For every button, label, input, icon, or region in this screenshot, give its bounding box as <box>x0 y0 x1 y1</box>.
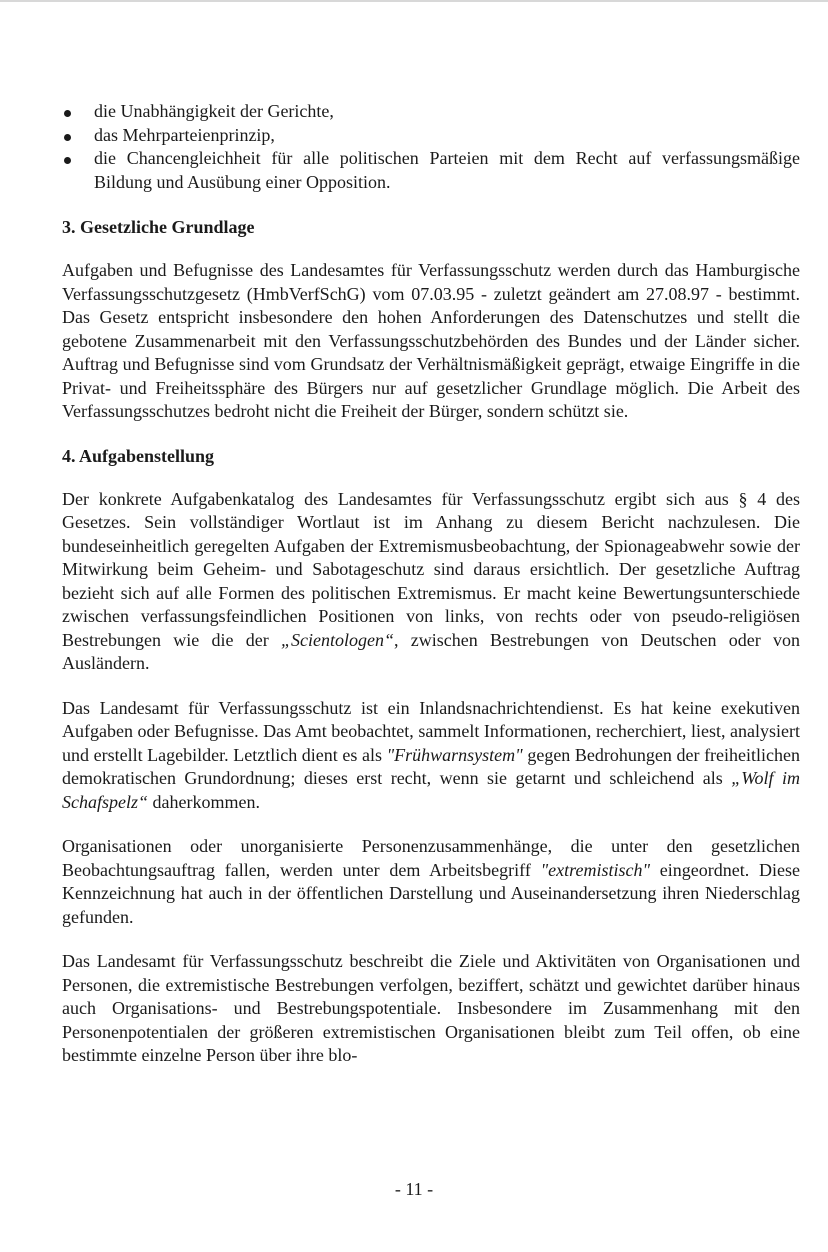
bullet-item: das Mehrparteienprinzip, <box>62 124 800 148</box>
document-page <box>62 100 800 1068</box>
paragraph: Das Landesamt für Verfassungsschutz ist ein Inlandsnachrichtendienst. Es hat keine exekutiven Aufgaben oder Befugnisse. Das Amt beobachtet, sammelt Informationen, recherchiert, liest, analysiert und erstellt Lagebilder. Letztlich dient es als "Frühwarnsystem" gegen Bedrohungen der freiheitlichen demokratischen Grundordnung; dieses erst recht, wenn sie getarnt und schleichend als „Wolf im Schafspelz“ daherkommen. <box>62 697 801 812</box>
bullet-dot-icon <box>64 134 71 141</box>
paragraph: Aufgaben und Befugnisse des Landesamtes für Verfassungsschutz werden durch das Hamburgische Verfassungsschutzgesetz (HmbVerfSchG) vom 07.03.95 - zuletzt geändert am 27.08.97 - bestimmt. Das Gesetz entspricht insbesondere den hohen Anforderungen des Datenschutzes und stellt die gebotene Zusammenarbeit mit den Verfassungsschutzbehörden des Bundes und der Länder sicher. Auftrag und Befugnisse sind vom Grundsatz der Verhältnismäßigkeit geprägt, etwaige Eingriffe in die Privat- und Freiheitssphäre des Bürgers nur auf gesetzlicher Grundlage möglich. Die Arbeit des Verfassungsschutzes bedroht nicht die Freiheit der Bürger, sondern schützt sie. <box>62 260 800 421</box>
section-heading-4: 4. Aufgabenstellung <box>62 445 215 466</box>
bullet-dot-icon <box>64 157 71 164</box>
paragraph: Der konkrete Aufgabenkatalog des Landesamtes für Verfassungsschutz ergibt sich aus § 4 des Gesetzes. Sein vollständiger Wortlaut ist im Anhang zu diesem Bericht nachzulesen. Die bundeseinheitlich geregelten Aufgaben der Extremismusbeobachtung, der Spionageabwehr sowie der Mitwirkung beim Geheim- und Sabotageschutz sind daraus ersichtlich. Der gesetzliche Auftrag bezieht sich auf alle Formen des politischen Extremismus. Er macht keine Bewertungsunterschiede zwischen verfassungsfeindlichen Positionen von links, von rechts oder von pseudo-religiösen Bestrebungen wie die der „Scientologen“, zwischen Bestrebungen von Deutschen oder von Ausländern. <box>62 488 800 673</box>
bullet-item: die Chancengleichheit für alle politischen Parteien mit dem Recht auf verfassungsmäßige Bildung und Ausübung einer Opposition. <box>62 147 800 194</box>
scan-edge-line <box>0 0 828 2</box>
bullet-list <box>62 100 800 194</box>
bullet-item: die Unabhängigkeit der Gerichte, <box>62 100 800 124</box>
paragraph: Das Landesamt für Verfassungsschutz beschreibt die Ziele und Aktivitäten von Organisationen und Personen, die extremistische Bestrebungen verfolgen, beziffert, schätzt und gewichtet darüber hinaus auch Organisations- und Bestrebungspotentiale. Insbesondere im Zusammenhang mit den Personenpotentialen der größeren extremistischen Organisationen bleibt zum Teil offen, ob eine bestimmte einzelne Person über ihre blo- <box>62 951 800 1065</box>
paragraph: Organisationen oder unorganisierte Personenzusammenhänge, die unter den gesetzlichen Beobachtungsauftrag fallen, werden unter dem Arbeitsbegriff "extremistisch" eingeordnet. Diese Kennzeichnung hat auch in der öffentlichen Darstellung und Auseinandersetzung ihren Niederschlag gefunden. <box>62 836 801 927</box>
page-number: - 11 - <box>394 1179 434 1199</box>
section-heading-3: 3. Gesetzliche Grundlage <box>62 217 255 237</box>
bullet-dot-icon <box>64 110 71 117</box>
